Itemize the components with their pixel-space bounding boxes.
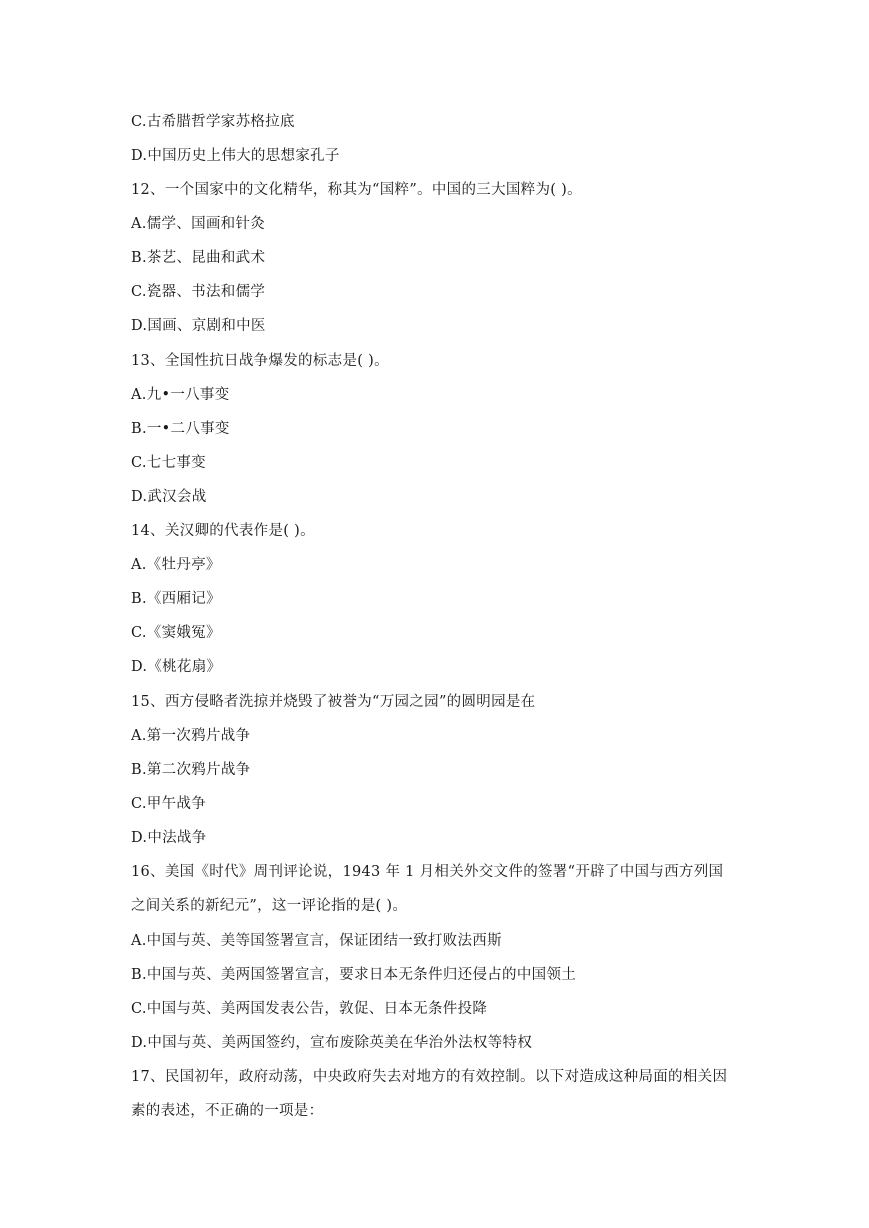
option-a-q13: A.九•一八事变 [131, 387, 230, 403]
option-a-q14: A.《牡丹亭》 [131, 557, 221, 573]
option-d-q16: D.中国与英、美两国签约，宣布废除英美在华治外法权等特权 [131, 1035, 533, 1051]
option-c-q12: C.瓷器、书法和儒学 [131, 284, 266, 300]
question-14: 14、关汉卿的代表作是( )。 [131, 523, 315, 539]
question-13: 13、全国性抗日战争爆发的标志是( )。 [131, 353, 389, 369]
option-c-q11: C.古希腊哲学家苏格拉底 [131, 114, 295, 130]
option-a-q16: A.中国与英、美等国签署宣言，保证团结一致打败法西斯 [131, 933, 502, 949]
option-d-q12: D.国画、京剧和中医 [131, 318, 266, 334]
option-c-q13: C.七七事变 [131, 455, 206, 471]
option-c-q16: C.中国与英、美两国发表公告，敦促、日本无条件投降 [131, 1001, 488, 1017]
option-b-q16: B.中国与英、美两国签署宣言，要求日本无条件归还侵占的中国领土 [131, 967, 577, 983]
question-17-line-1: 17、民国初年，政府动荡，中央政府失去对地方的有效控制。以下对造成这种局面的相关因 [131, 1069, 728, 1085]
option-b-q15: B.第二次鸦片战争 [131, 762, 251, 778]
option-d-q13: D.武汉会战 [131, 489, 207, 505]
option-a-q15: A.第一次鸦片战争 [131, 728, 251, 744]
option-b-q13: B.一•二八事变 [131, 421, 230, 437]
question-16-line-1: 16、美国《时代》周刊评论说，1943 年 1 月相关外交文件的签署“开辟了中国与西方列国 [131, 864, 724, 880]
question-16-line-2: 之间关系的新纪元”，这一评论指的是( )。 [131, 898, 408, 914]
option-d-q15: D.中法战争 [131, 830, 207, 846]
option-d-q14: D.《桃花扇》 [131, 659, 222, 675]
option-a-q12: A.儒学、国画和针灸 [131, 216, 266, 232]
option-b-q12: B.茶艺、昆曲和武术 [131, 250, 266, 266]
option-b-q14: B.《西厢记》 [131, 591, 221, 607]
question-17-line-2: 素的表述，不正确的一项是： [131, 1103, 324, 1119]
question-15: 15、西方侵略者洗掠并烧毁了被誉为“万园之园”的圆明园是在 [131, 694, 536, 710]
option-c-q15: C.甲午战争 [131, 796, 206, 812]
option-d-q11: D.中国历史上伟大的思想家孔子 [131, 148, 340, 164]
option-c-q14: C.《窦娥冤》 [131, 625, 221, 641]
question-12: 12、一个国家中的文化精华，称其为“国粹”。中国的三大国粹为( )。 [131, 182, 582, 198]
